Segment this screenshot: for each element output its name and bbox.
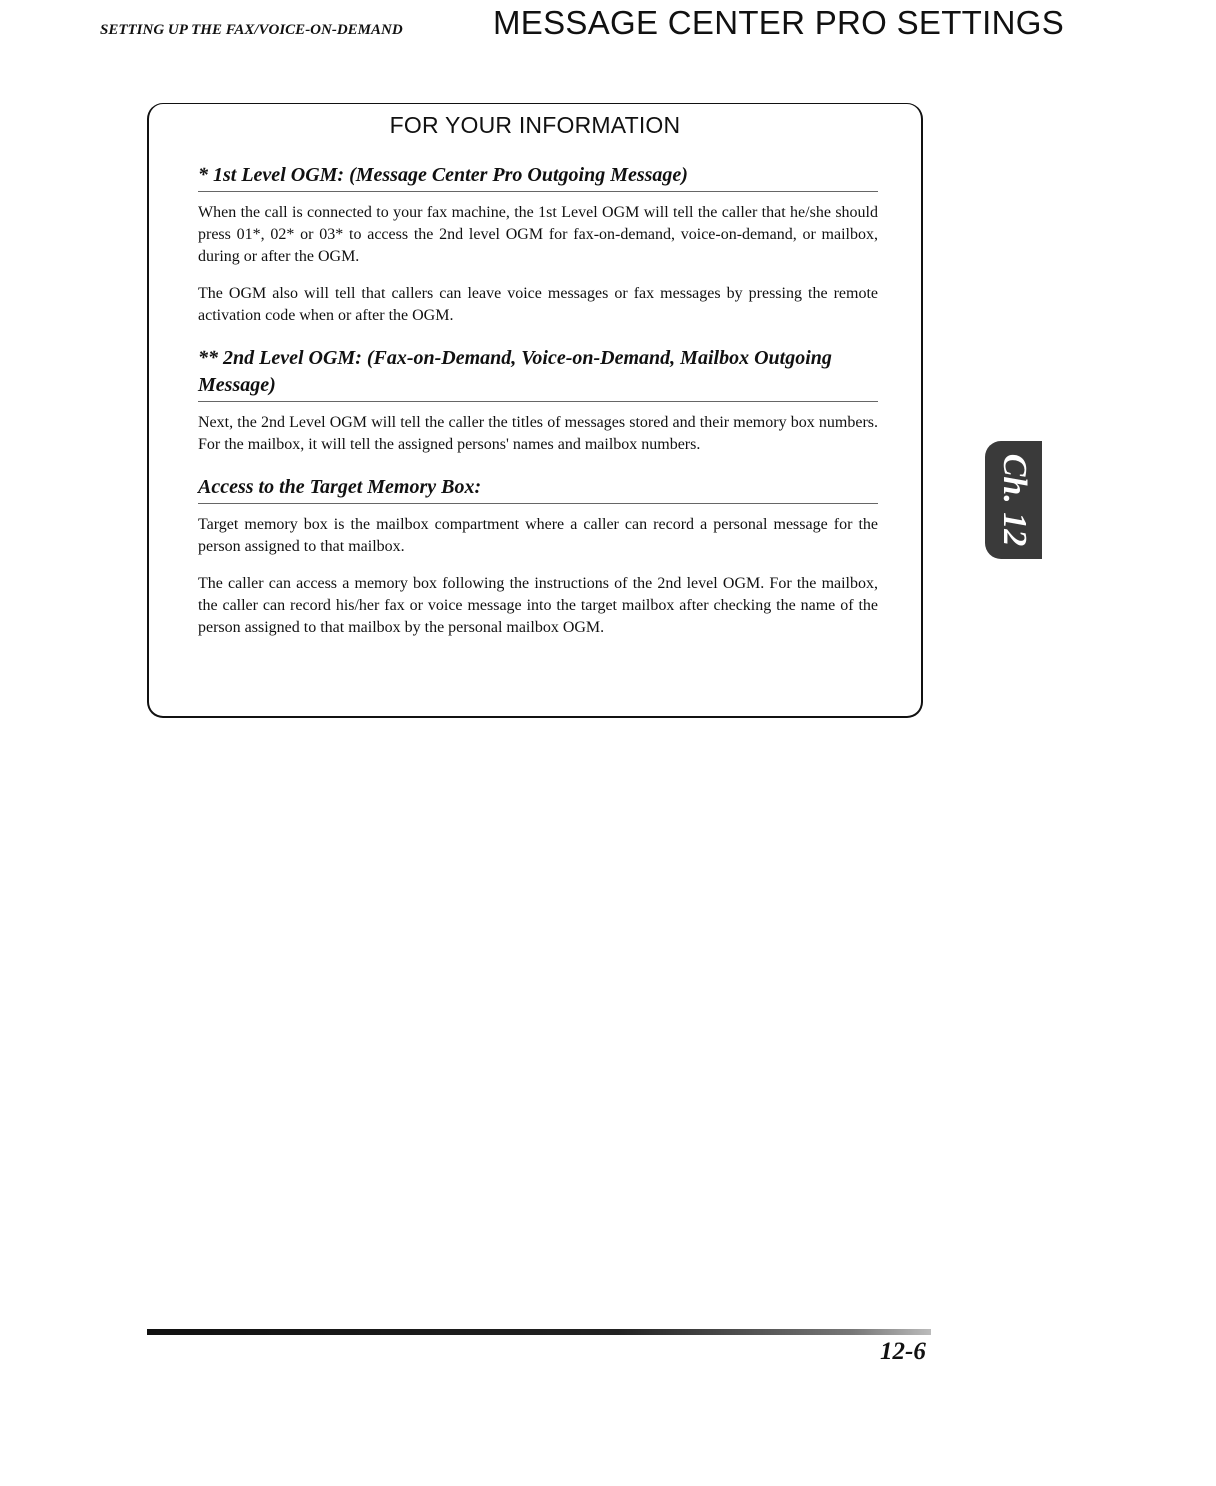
- chapter-tab-label: Ch. 12: [995, 453, 1033, 547]
- section-heading-target-memory-box: Access to the Target Memory Box:: [198, 474, 878, 504]
- info-box-title: FOR YOUR INFORMATION: [389, 112, 681, 138]
- running-header-section: SETTING UP THE FAX/VOICE-ON-DEMAND: [100, 22, 403, 38]
- paragraph: When the call is connected to your fax machine, the 1st Level OGM will tell the caller that he/she should press 01*, 02* or 03* to access the 2nd level OGM for fax-on-demand, voice-on-demand, or mailbox, during or after the OGM.: [198, 204, 878, 265]
- info-box-content: [198, 162, 878, 654]
- paragraph: Next, the 2nd Level OGM will tell the caller the titles of messages stored and their memory box numbers. For the mailbox, it will tell the assigned persons' names and mailbox numbers.: [198, 414, 878, 453]
- chapter-tab: [985, 441, 1042, 559]
- paragraph: The OGM also will tell that callers can leave voice messages or fax messages by pressing the remote activation code when or after the OGM.: [198, 285, 878, 324]
- page-number: 12-6: [880, 1338, 926, 1365]
- paragraph: Target memory box is the mailbox compartment where a caller can record a personal message for the person assigned to that mailbox.: [198, 516, 878, 555]
- page-title: MESSAGE CENTER PRO SETTINGS: [493, 4, 1065, 41]
- paragraph: The caller can access a memory box following the instructions of the 2nd level OGM. For the mailbox, the caller can record his/her fax or voice message into the target mailbox after checking the name of the person assigned to that mailbox by the personal mailbox OGM.: [198, 575, 878, 636]
- section-heading-2nd-level-ogm: ** 2nd Level OGM: (Fax-on-Demand, Voice-on-Demand, Mailbox Outgoing Message): [198, 345, 878, 402]
- footer-rule: [147, 1329, 931, 1335]
- section-heading-1st-level-ogm: * 1st Level OGM: (Message Center Pro Outgoing Message): [198, 162, 878, 192]
- info-box: [147, 103, 923, 718]
